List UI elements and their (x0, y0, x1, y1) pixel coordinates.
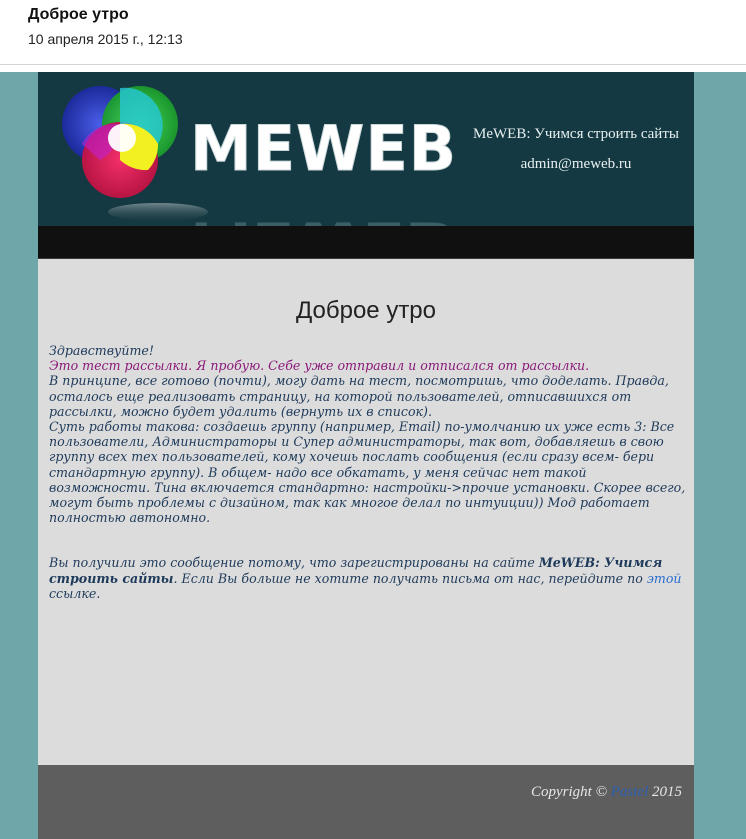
unsubscribe-link[interactable]: этой (646, 570, 682, 586)
mail-date: 10 апреля 2015 г., 12:13 (28, 31, 183, 47)
test-note: Это тест рассылки. Я пробую. Себе уже отправил и отписался от рассылки. (49, 358, 590, 374)
mail-subject: Доброе утро (28, 6, 129, 23)
paragraph-1: В принципе, все готово (почти), могу дать на тест, посмотришь, что доделать. Правда, осталось еще реализовать страницу, на которой пользователей, отписавшихся от рассылки, можно будет удалить (вернуть их в список). (49, 373, 669, 419)
copyright-year: 2015 (648, 784, 682, 800)
greeting: Здравствуйте! (49, 343, 154, 358)
site-name: MeWEB: Учимся строить сайты (49, 555, 663, 586)
site-email[interactable]: admin@meweb.ru (520, 156, 632, 172)
message-content (38, 259, 694, 765)
logo-text: MEWEB (190, 112, 458, 185)
mail-header (0, 0, 746, 65)
subscription-text-start: Вы получили это сообщение потому, что зарегистрированы на сайте (49, 555, 539, 571)
copyright (531, 784, 682, 801)
paragraph-2: Суть работы такова: создаешь группу (например, Email) по-умолчанию их уже есть 3: Все пользователи, Администраторы и Супер администраторы, так вот, добавляешь в свою группу всех тех пользователей, кому хочешь послать сообщения (если сразу всем- бери стандартную группу). В общем- надо все обкатать, у меня сейчас нет такой возможности. Тина включается стандартно: настройки->прочие установки. Скорее всего, могут быть проблемы с дизайном, так как многое делал по интуиции)) Мод работает полностью автономно. (49, 419, 686, 526)
subscription-text-end: ссылке. (49, 585, 101, 601)
message-title: Доброе утро (295, 297, 436, 324)
copyright-prefix: Copyright © (531, 784, 611, 800)
footer (38, 765, 694, 839)
header-banner (38, 72, 694, 226)
site-tagline: MeWEB: Учимся строить сайты (473, 126, 679, 142)
nav-bar (38, 226, 694, 259)
meweb-logo (58, 82, 458, 222)
message-body (49, 343, 689, 601)
subscription-note (49, 555, 689, 601)
author-link[interactable]: Pastel (610, 784, 649, 800)
email-frame (38, 72, 694, 839)
subscription-text-middle: . Если Вы больше не хотите получать письма от нас, перейдите по (173, 570, 647, 586)
